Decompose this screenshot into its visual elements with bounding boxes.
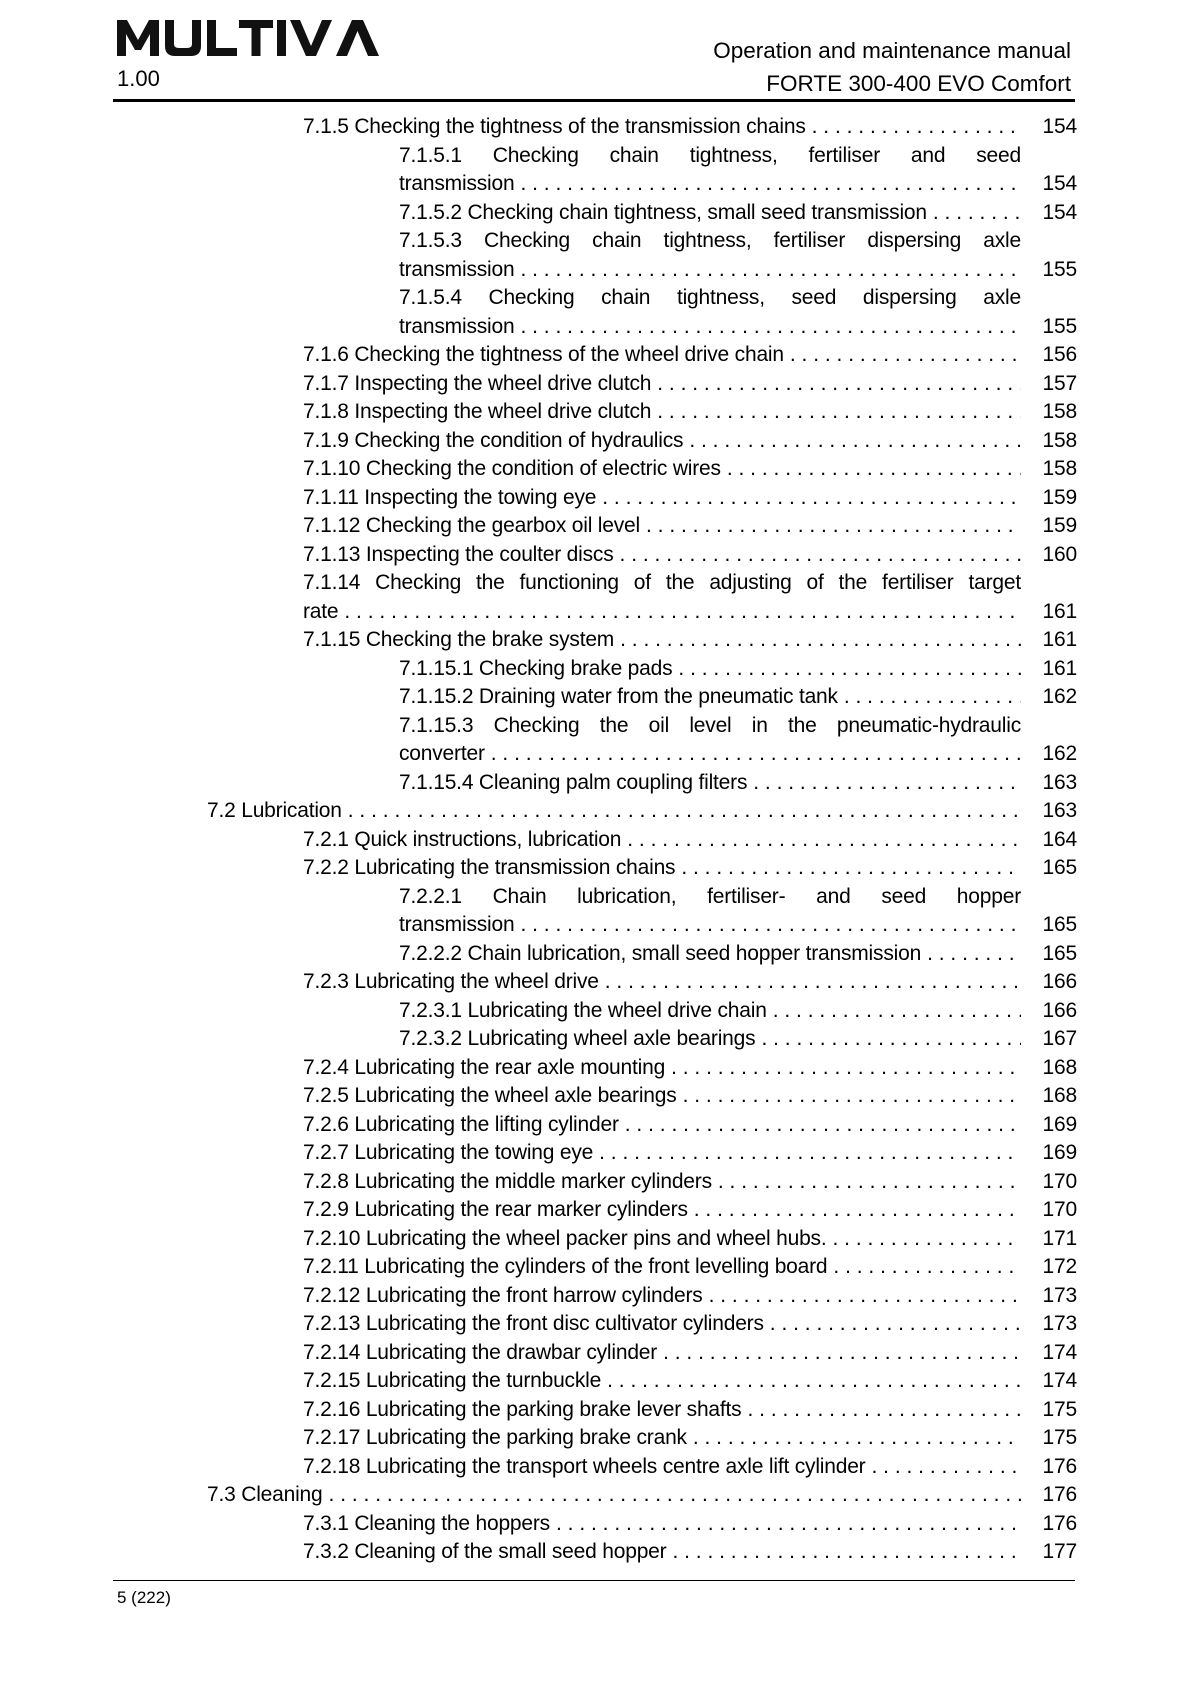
toc-page-number: 156: [1042, 343, 1077, 366]
dot-leader: [657, 370, 1021, 399]
toc-entry-line: [303, 1253, 1077, 1282]
toc-entry-title: 7.1.5 Checking the tightness of the transmission chains: [303, 115, 806, 138]
toc-entry-title: 7.1.9 Checking the condition of hydraulics: [303, 428, 684, 452]
toc-entry-title-continuation: transmission: [399, 913, 515, 936]
toc-page-number: 174: [1042, 1369, 1077, 1392]
toc-entry-title: 7.1.15.1 Checking brake pads: [399, 656, 673, 680]
document-title-line1: Operation and maintenance manual: [713, 38, 1071, 63]
toc-page-number: 170: [1042, 1198, 1077, 1221]
dot-leader: [348, 797, 1021, 826]
toc-entry-level-2[interactable]: [303, 1082, 1077, 1111]
toc-entry-title: 7.2.11 Lubricating the cylinders of the front levelling board: [303, 1255, 828, 1278]
dot-leader: [520, 256, 1021, 285]
toc-entry-title: 7.2.15 Lubricating the turnbuckle: [303, 1369, 602, 1392]
toc-page-number: 159: [1042, 514, 1077, 537]
toc-entry-level-2[interactable]: [303, 1054, 1077, 1083]
toc-entry-level-3[interactable]: [399, 997, 1077, 1026]
toc-entry-title: 7.1.15.4 Cleaning palm coupling filters: [399, 770, 748, 794]
toc-entry-line: [399, 769, 1077, 798]
toc-page-number: 154: [1042, 115, 1077, 138]
toc-entry-level-1[interactable]: [207, 1481, 1077, 1510]
toc-entry-title: 7.3 Cleaning: [207, 1483, 323, 1506]
toc-entry-line: [399, 940, 1077, 969]
dot-leader: [753, 769, 1021, 798]
toc-entry-level-2[interactable]: [303, 1139, 1077, 1168]
toc-page-number: 175: [1042, 1426, 1077, 1449]
toc-page-number: 172: [1042, 1255, 1077, 1278]
dot-leader: [747, 1396, 1021, 1425]
toc-page-number: 158: [1042, 428, 1077, 452]
dot-leader: [871, 1453, 1021, 1482]
toc-entry-level-2[interactable]: [303, 1510, 1077, 1539]
toc-entry-level-3[interactable]: [399, 199, 1077, 228]
toc-entry-level-2[interactable]: [303, 1424, 1077, 1453]
toc-entry-level-2[interactable]: [303, 427, 1077, 456]
toc-entry-line: [303, 968, 1077, 997]
toc-entry-title: 7.2.2 Lubricating the transmission chains: [303, 856, 676, 879]
toc-entry-line: [303, 1082, 1077, 1111]
toc-page-number: 165: [1042, 913, 1077, 936]
toc-entry-title: 7.2.5 Lubricating the wheel axle bearings: [303, 1084, 677, 1107]
toc-entry-line: [399, 1025, 1077, 1054]
dot-leader: [678, 655, 1021, 684]
toc-entry-title: 7.2.9 Lubricating the rear marker cylinders: [303, 1198, 688, 1221]
toc-entry-title: 7.2.7 Lubricating the towing eye: [303, 1141, 594, 1164]
toc-entry-line: [303, 1367, 1077, 1396]
dot-leader: [602, 484, 1021, 513]
toc-page-number: 158: [1042, 400, 1077, 423]
dot-leader: [344, 598, 1021, 627]
dot-leader: [491, 740, 1021, 769]
toc-entry-title-continuation: transmission: [399, 257, 515, 281]
toc-page-number: 168: [1042, 1084, 1077, 1107]
toc-page-number: 154: [1042, 172, 1077, 195]
dot-leader: [844, 683, 1021, 712]
toc-entry-line: [303, 854, 1077, 883]
toc-entry-line: [207, 797, 1077, 826]
toc-entry-level-3[interactable]: [399, 883, 1077, 940]
toc-entry-level-2[interactable]: [303, 1453, 1077, 1482]
toc-entry-level-2[interactable]: [303, 541, 1077, 570]
dot-leader: [761, 1025, 1021, 1054]
toc-entry-title: 7.2.2.2 Chain lubrication, small seed hopper transmission: [399, 941, 922, 965]
toc-entry-title: 7.2.4 Lubricating the rear axle mounting: [303, 1055, 666, 1079]
dot-leader: [933, 199, 1021, 228]
page-number: 5 (222): [117, 1588, 171, 1607]
toc-entry-level-3[interactable]: [399, 1025, 1077, 1054]
toc-entry-line: [303, 1453, 1077, 1482]
toc-entry-title: 7.2.10 Lubricating the wheel packer pins and wheel hubs.: [303, 1226, 827, 1250]
toc-entry-level-2[interactable]: [303, 854, 1077, 883]
toc-entry-title-continuation: rate: [303, 599, 339, 623]
toc-entry-title: 7.1.13 Inspecting the coulter discs: [303, 542, 614, 566]
toc-entry-line: [303, 1139, 1077, 1168]
toc-entry-level-2[interactable]: [303, 113, 1077, 142]
toc-page-number: 174: [1042, 1340, 1077, 1364]
toc-entry-line: [303, 1225, 1077, 1254]
toc-entry-title-continuation: converter: [399, 742, 485, 765]
toc-entry-title: 7.1.5.3 Checking chain tightness, fertiliser dispersing axle: [399, 229, 1021, 252]
toc-entry-title: 7.2.3 Lubricating the wheel drive: [303, 970, 599, 993]
toc-page-number: 165: [1042, 856, 1077, 879]
toc-entry-title-continuation: transmission: [399, 314, 515, 338]
toc-entry-title: 7.1.5.2 Checking chain tightness, small seed transmission: [399, 200, 927, 224]
toc-page-number: 169: [1042, 1141, 1077, 1164]
toc-entry-line: [303, 1538, 1077, 1567]
document-version: 1.00: [117, 66, 160, 91]
toc-page-number: 176: [1042, 1511, 1077, 1535]
dot-leader: [520, 170, 1021, 199]
dot-leader: [833, 1253, 1021, 1282]
dot-leader: [812, 113, 1021, 142]
toc-entry-line: [303, 1310, 1077, 1339]
toc-entry-title: 7.2.16 Lubricating the parking brake lever shafts: [303, 1397, 742, 1421]
dot-leader: [694, 1196, 1021, 1225]
dot-leader: [620, 626, 1021, 655]
toc-entry-level-2[interactable]: [303, 968, 1077, 997]
toc-entry-title: 7.2.18 Lubricating the transport wheels centre axle lift cylinder: [303, 1454, 866, 1478]
toc-entry-level-2[interactable]: [303, 512, 1077, 541]
toc-page-number: 171: [1042, 1226, 1077, 1250]
toc-page-number: 155: [1042, 257, 1077, 281]
toc-entry-level-3[interactable]: [399, 940, 1077, 969]
toc-entry-line: [303, 1339, 1077, 1368]
dot-leader: [520, 911, 1021, 940]
toc-entry-title: 7.1.11 Inspecting the towing eye: [303, 485, 597, 509]
toc-entry-line: [303, 455, 1077, 484]
toc-entry-title: 7.1.5.4 Checking chain tightness, seed dispersing axle: [399, 286, 1021, 309]
toc-entry-title: 7.1.8 Inspecting the wheel drive clutch: [303, 400, 652, 423]
dot-leader: [627, 826, 1021, 855]
dot-leader: [718, 1168, 1021, 1197]
dot-leader: [927, 940, 1021, 969]
dot-leader: [663, 1339, 1021, 1368]
toc-entry-line: [303, 1282, 1077, 1311]
toc-entry-line: [303, 598, 1077, 627]
toc-entry-line: [207, 1481, 1077, 1510]
dot-leader: [599, 1139, 1021, 1168]
toc-entry-line: [399, 199, 1077, 228]
toc-entry-level-2[interactable]: [303, 569, 1077, 626]
toc-entry-level-2[interactable]: [303, 826, 1077, 855]
toc-entry-line: [399, 313, 1077, 342]
toc-page-number: 176: [1042, 1483, 1077, 1506]
toc-entry-line: [303, 512, 1077, 541]
dot-leader: [556, 1510, 1021, 1539]
toc-page-number: 166: [1042, 970, 1077, 993]
toc-entry-level-2[interactable]: [303, 1225, 1077, 1254]
toc-entry-title: 7.2.17 Lubricating the parking brake crank: [303, 1426, 687, 1449]
toc-entry-line: [303, 626, 1077, 655]
toc-entry-title: 7.3.1 Cleaning the hoppers: [303, 1511, 550, 1535]
toc-entry-title: 7.2.3.1 Lubricating the wheel drive chain: [399, 998, 767, 1022]
toc-entry-title-continuation: transmission: [399, 172, 515, 195]
toc-entry-level-3[interactable]: [399, 712, 1077, 769]
dot-leader: [625, 1111, 1021, 1140]
toc-entry-line: [303, 370, 1077, 399]
toc-entry-line: [303, 427, 1077, 456]
toc-entry-level-2[interactable]: [303, 1196, 1077, 1225]
toc-entry-line: [399, 997, 1077, 1026]
toc-entry-level-2[interactable]: [303, 1367, 1077, 1396]
toc-entry-title: 7.2.13 Lubricating the front disc cultivator cylinders: [303, 1312, 764, 1335]
toc-page-number: 167: [1042, 1027, 1077, 1050]
toc-entry-line: [303, 1396, 1077, 1425]
toc-entry-line: [303, 1424, 1077, 1453]
toc-page-number: 168: [1042, 1055, 1077, 1079]
dot-leader: [620, 541, 1021, 570]
toc-entry-title: 7.2.1 Quick instructions, lubrication: [303, 827, 622, 851]
toc-entry-title: 7.2.2.1 Chain lubrication, fertiliser- and seed hopper: [399, 884, 1021, 908]
toc-entry-line: [303, 398, 1077, 427]
dot-leader: [770, 1310, 1021, 1339]
toc-entry-title: 7.2 Lubrication: [207, 799, 342, 822]
document-title: [713, 34, 1071, 100]
toc-page-number: 162: [1042, 685, 1077, 708]
toc-entry-line: [303, 541, 1077, 570]
toc-entry-line: [399, 256, 1077, 285]
dot-leader: [693, 1424, 1021, 1453]
toc-entry-title: 7.2.6 Lubricating the lifting cylinder: [303, 1112, 619, 1136]
toc-page-number: 177: [1042, 1540, 1077, 1563]
toc-entry-level-2[interactable]: [303, 1111, 1077, 1140]
dot-leader: [671, 1054, 1021, 1083]
toc-entry-title: 7.2.12 Lubricating the front harrow cylinders: [303, 1283, 703, 1307]
dot-leader: [773, 997, 1021, 1026]
toc-entry-title: 7.1.12 Checking the gearbox oil level: [303, 514, 640, 537]
toc-page-number: 164: [1042, 827, 1077, 851]
dot-leader: [672, 1538, 1021, 1567]
toc-entry-level-2[interactable]: [303, 341, 1077, 370]
dot-leader: [683, 1082, 1021, 1111]
toc-entry-title: 7.2.8 Lubricating the middle marker cylinders: [303, 1169, 712, 1193]
dot-leader: [520, 313, 1021, 342]
toc-entry-level-2[interactable]: [303, 370, 1077, 399]
dot-leader: [329, 1481, 1021, 1510]
dot-leader: [681, 854, 1021, 883]
dot-leader: [709, 1282, 1021, 1311]
toc-entry-level-3[interactable]: [399, 769, 1077, 798]
toc-page-number: 157: [1042, 371, 1077, 395]
toc-page-number: 155: [1042, 314, 1077, 338]
toc-entry-level-1[interactable]: [207, 797, 1077, 826]
toc-entry-level-2[interactable]: [303, 1339, 1077, 1368]
toc-entry-level-2[interactable]: [303, 1168, 1077, 1197]
toc-entry-level-3[interactable]: [399, 284, 1077, 341]
toc-entry-line: [303, 113, 1077, 142]
toc-entry-level-3[interactable]: [399, 227, 1077, 284]
toc-entry-line: [303, 484, 1077, 513]
toc-page-number: 161: [1042, 599, 1077, 623]
toc-page-number: 163: [1042, 770, 1077, 794]
toc-entry-level-3[interactable]: [399, 655, 1077, 684]
dot-leader: [727, 455, 1021, 484]
toc-page-number: 169: [1042, 1112, 1077, 1136]
toc-page-number: 160: [1042, 542, 1077, 566]
toc-page-number: 173: [1042, 1283, 1077, 1307]
toc-entry-line: [303, 1168, 1077, 1197]
toc-entry-line: [303, 1054, 1077, 1083]
toc-entry-level-2[interactable]: [303, 1396, 1077, 1425]
toc-entry-level-2[interactable]: [303, 1538, 1077, 1567]
toc-entry-title: 7.1.7 Inspecting the wheel drive clutch: [303, 371, 652, 395]
dot-leader: [689, 427, 1021, 456]
toc-page-number: 161: [1042, 628, 1077, 651]
dot-leader: [833, 1225, 1022, 1254]
header-rule: [113, 99, 1075, 102]
toc-entry-title: 7.1.10 Checking the condition of electric wires: [303, 457, 721, 480]
toc-entry-line: [399, 655, 1077, 684]
toc-page-number: 162: [1042, 742, 1077, 765]
toc-page-number: 173: [1042, 1312, 1077, 1335]
toc-entry-level-2[interactable]: [303, 398, 1077, 427]
toc-entry-line: [399, 740, 1077, 769]
toc-entry-line: [303, 341, 1077, 370]
toc-entry-line: [303, 1111, 1077, 1140]
toc-entry-title: 7.3.2 Cleaning of the small seed hopper: [303, 1540, 667, 1563]
toc-page-number: 176: [1042, 1454, 1077, 1478]
toc-entry-title: 7.1.5.1 Checking chain tightness, fertiliser and seed: [399, 143, 1021, 167]
toc-page-number: 166: [1042, 998, 1077, 1022]
toc-entry-line: [399, 170, 1077, 199]
toc-page-number: 165: [1042, 941, 1077, 965]
toc-entry-line: [399, 683, 1077, 712]
toc-entry-title: 7.2.14 Lubricating the drawbar cylinder: [303, 1340, 658, 1364]
toc-entry-title: 7.1.15.2 Draining water from the pneumatic tank: [399, 685, 838, 708]
toc-entry-title: 7.1.15 Checking the brake system: [303, 628, 615, 651]
toc-page-number: 175: [1042, 1397, 1077, 1421]
dot-leader: [646, 512, 1021, 541]
dot-leader: [607, 1367, 1021, 1396]
toc-entry-level-2[interactable]: [303, 626, 1077, 655]
document-title-line2: FORTE 300-400 EVO Comfort: [766, 71, 1071, 96]
dot-leader: [657, 398, 1021, 427]
toc-entry-line: [303, 826, 1077, 855]
toc-entry-line: [303, 1196, 1077, 1225]
toc-entry-level-3[interactable]: [399, 683, 1077, 712]
toc-entry-title: 7.1.14 Checking the functioning of the adjusting of the fertiliser target: [303, 571, 1021, 594]
toc-page-number: 170: [1042, 1169, 1077, 1193]
toc-entry-level-2[interactable]: [303, 1282, 1077, 1311]
toc-entry-level-2[interactable]: [303, 455, 1077, 484]
dot-leader: [790, 341, 1021, 370]
toc-entry-title: 7.2.3.2 Lubricating wheel axle bearings: [399, 1027, 756, 1050]
multiva-logo: [117, 20, 379, 56]
toc-page-number: 158: [1042, 457, 1077, 480]
toc-page-number: 161: [1042, 656, 1077, 680]
toc-entry-level-2[interactable]: [303, 484, 1077, 513]
toc-page-number: 163: [1042, 799, 1077, 822]
toc-page-number: 159: [1042, 485, 1077, 509]
dot-leader: [605, 968, 1021, 997]
toc-entry-level-2[interactable]: [303, 1253, 1077, 1282]
footer-rule: [113, 1580, 1075, 1581]
toc-entry-level-2[interactable]: [303, 1310, 1077, 1339]
toc-entry-level-3[interactable]: [399, 142, 1077, 199]
toc-entry-line: [399, 911, 1077, 940]
toc-entry-line: [303, 1510, 1077, 1539]
toc-entry-title: 7.1.6 Checking the tightness of the wheel drive chain: [303, 343, 784, 366]
toc-page-number: 154: [1042, 200, 1077, 224]
toc-entry-title: 7.1.15.3 Checking the oil level in the pneumatic-hydraulic: [399, 713, 1021, 737]
